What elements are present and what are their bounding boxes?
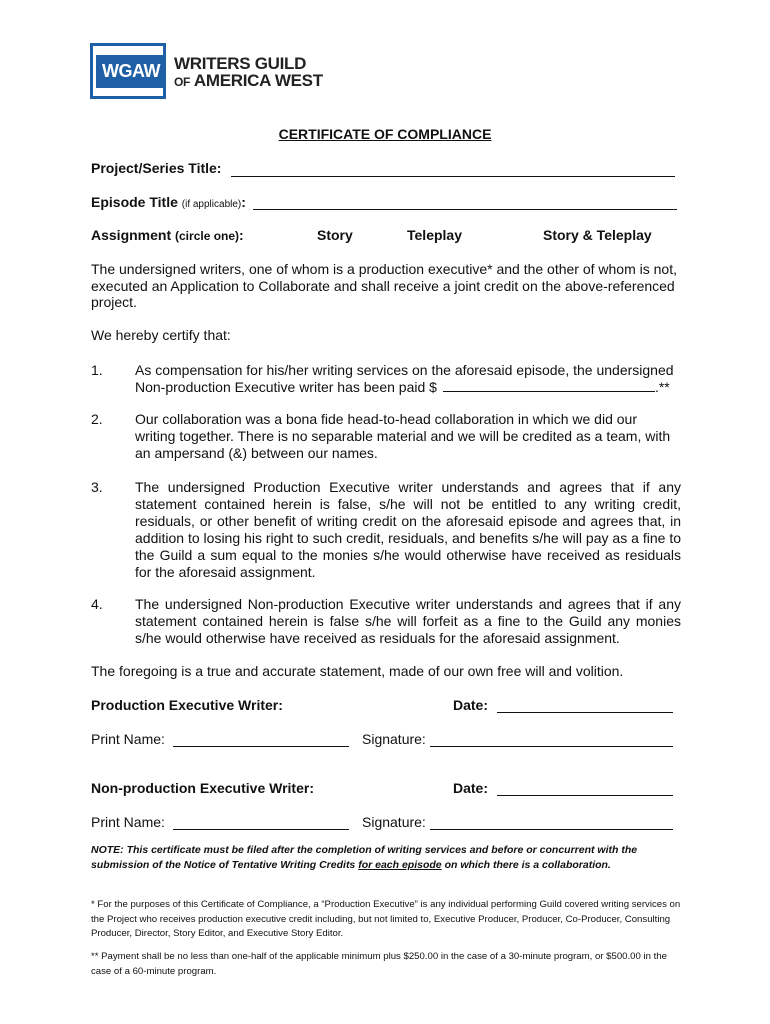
episode-title-field[interactable]	[253, 209, 677, 210]
page-title: CERTIFICATE OF COMPLIANCE	[278, 126, 492, 142]
note-emphasis: for each episode	[358, 859, 442, 871]
item-text: Our collaboration was a bona fide head-to-head collaboration in which we did our writing together. There is no separable material and we will be credited as a team, with an ampersand (&) between our names.	[135, 411, 671, 461]
footnote-production-executive: * For the purposes of this Certificate of Compliance, a “Production Executive” is any individual performing Guild covered writing services on the Project who receives production executive credit including, but not limited to, Executive Producer, Producer, Co-Producer, Consulting Producer, Director, Story Editor, and Executive Story Editor.	[91, 899, 681, 939]
nonprod-signature-field[interactable]	[430, 829, 673, 830]
assignment-option-story[interactable]: Story	[317, 227, 353, 243]
assignment-note: (circle one)	[175, 229, 240, 243]
assignment-colon: :	[239, 227, 244, 243]
logo-text-line1: WRITERS GUILD	[174, 54, 307, 73]
assignment-label	[91, 227, 244, 243]
filing-note	[91, 843, 683, 873]
item-number: 4.	[91, 596, 103, 612]
prod-signature-field[interactable]	[430, 746, 673, 747]
project-title-field[interactable]	[231, 176, 675, 177]
logo-text-line2	[174, 71, 323, 91]
prod-print-name-field[interactable]	[173, 746, 349, 747]
assignment-option-story-teleplay[interactable]: Story & Teleplay	[543, 227, 652, 243]
item1-text: As compensation for his/her writing services on the aforesaid episode, the undersigned Non-production Executive writer has been paid $	[135, 362, 674, 395]
episode-title-text: Episode Title	[91, 194, 178, 210]
production-executive-label: Production Executive Writer:	[91, 697, 283, 713]
truth-statement: The foregoing is a true and accurate statement, made of our own free will and volition.	[91, 663, 624, 679]
item1-suffix: .**	[654, 379, 670, 395]
assignment-option-teleplay[interactable]: Teleplay	[407, 227, 462, 243]
prod-date-field[interactable]	[497, 712, 673, 713]
item-text: The undersigned Non-production Executive writer understands and agrees that if any statement contained herein is false s/he will forfeit as a fine to the Guild any monies s/he would otherwise have received as residuals for the aforesaid assignment.	[135, 596, 681, 646]
episode-title-label	[91, 194, 246, 210]
item-number: 3.	[91, 479, 103, 495]
signature-label: Signature:	[362, 731, 426, 747]
date-label: Date:	[453, 780, 489, 796]
print-name-label: Print Name:	[91, 731, 165, 747]
item-number: 2.	[91, 411, 103, 427]
item-text: The undersigned Production Executive writer understands and agrees that if any statement contained herein is false, s/he will not be entitled to any writing credit, residuals, or other benefit of writing credit on the aforesaid episode and agrees that, in addition to losing his right to such credit, residuals, and benefits s/he will pay as a fine to the Guild a sum equal to the monies s/he would otherwise have received as residuals for the aforesaid assignment.	[135, 479, 681, 580]
footnote-payment: ** Payment shall be no less than one-half of the applicable minimum plus $250.00 in the case of a 30-minute program, or $500.00 in the case of a 60-minute program.	[91, 951, 667, 977]
date-label: Date:	[453, 697, 489, 713]
note-prefix: NOTE: This certificate must be filed after the completion of writing services and before or concurrent with the submission of the Notice of Tentative Writing Credits	[91, 844, 638, 871]
logo-mark-text: WGAW	[96, 55, 166, 88]
nonprod-date-field[interactable]	[497, 795, 673, 796]
print-name-label: Print Name:	[91, 814, 165, 830]
assignment-text: Assignment	[91, 227, 172, 243]
nonprod-print-name-field[interactable]	[173, 829, 349, 830]
item-text	[135, 362, 681, 396]
intro-paragraph: The undersigned writers, one of whom is a production executive* and the other of whom is not, executed an Application to Collaborate and shall receive a joint credit on the above-referenced project.	[91, 261, 677, 310]
episode-title-note: (if applicable)	[181, 199, 242, 210]
wgaw-logo-mark	[90, 43, 166, 99]
note-suffix: on which there is a collaboration.	[441, 859, 611, 871]
nonproduction-executive-label: Non-production Executive Writer:	[91, 780, 314, 796]
signature-label: Signature:	[362, 814, 426, 830]
logo-line2-rest: AMERICA WEST	[193, 71, 323, 90]
project-title-label: Project/Series Title:	[91, 160, 222, 176]
episode-title-colon: :	[241, 194, 246, 210]
certify-statement: We hereby certify that:	[91, 327, 231, 343]
payment-amount-field[interactable]	[443, 379, 655, 392]
logo-of: OF	[174, 75, 191, 89]
item-number: 1.	[91, 362, 103, 378]
